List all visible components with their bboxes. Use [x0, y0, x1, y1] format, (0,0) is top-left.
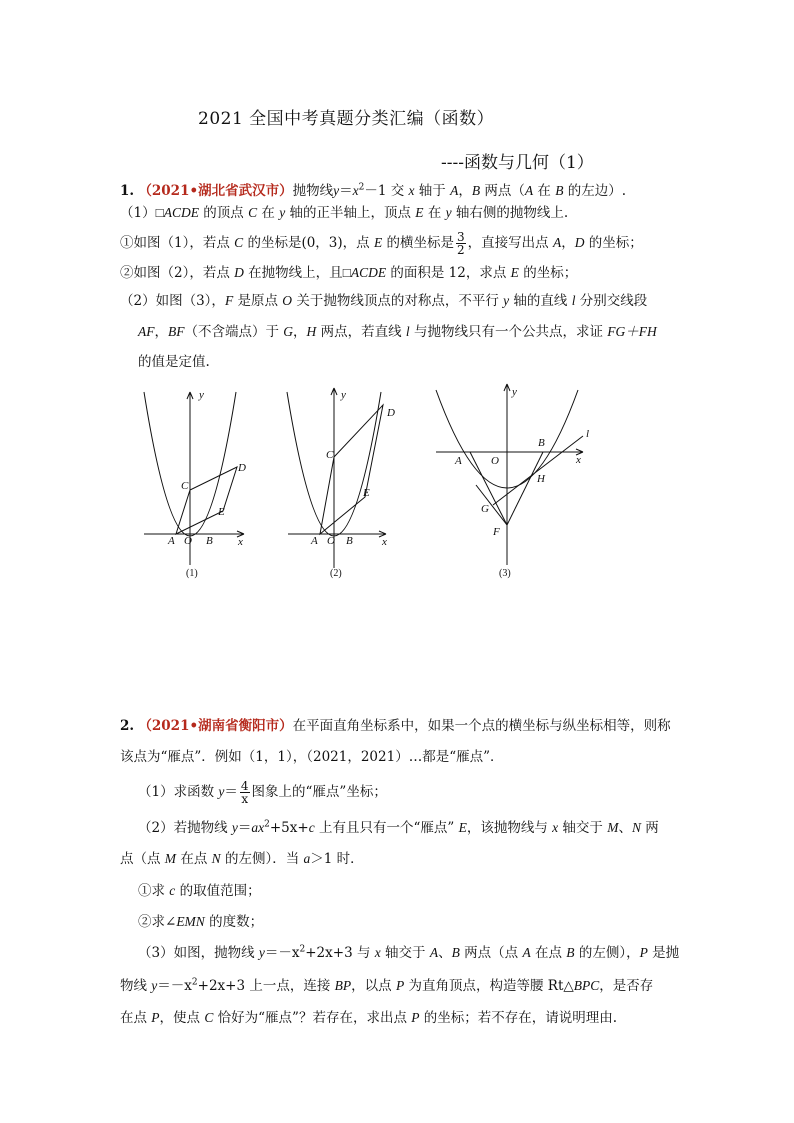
fig3-label-f: F [493, 526, 500, 538]
fig3-label-o: O [491, 455, 499, 467]
fig1-label-e: E [218, 506, 225, 518]
q1-line-3: ①如图（1），若点 C 的坐标是(0，3)，点 E 的横坐标是 $\frac{3}{2}$ ，直接写出点 A，D 的坐标； [120, 230, 643, 257]
q1-line-6: AF，BF（不含端点）于 G，H 两点，若直线 l 与抛物线只有一个公共点，求证 FG＋FH [138, 324, 657, 340]
q2-number: 2. [120, 718, 135, 734]
fig3-label-a: A [455, 455, 462, 467]
q2-line-7: ②求∠EMN 的度数； [138, 914, 264, 930]
fig1-label-a: A [168, 535, 175, 547]
q2-line-5: 点（点 M 在点 N 的左侧）．当 a＞1 时． [120, 851, 364, 867]
page-title: 2021 全国中考真题分类汇编（函数） [198, 109, 495, 129]
fig3-label-l: l [586, 428, 590, 440]
fig2-label-d: D [387, 407, 395, 419]
fig2-caption: (2) [330, 568, 342, 579]
fig1-label-x: x [238, 536, 243, 548]
q1-source: （2021•湖北省武汉市） [138, 183, 293, 199]
fig3-label-b: B [538, 437, 545, 449]
q2-line-6: ①求 c 的取值范围； [138, 883, 261, 899]
fig2-label-a: A [311, 535, 318, 547]
fig1-label-c: C [181, 480, 189, 492]
fig1-label-y: y [199, 389, 204, 401]
fig2-label-o: O [327, 535, 335, 547]
q1-line-4: ②如图（2），若点 D 在抛物线上，且□ACDE 的面积是 12，求点 E 的坐标； [120, 265, 578, 281]
fig1-label-d: D [238, 462, 246, 474]
fig3-segment-bf [507, 452, 543, 525]
q1-line-1: 1. （2021•湖北省武汉市）抛物线$y=x^2-1$ 交 x 轴于 A，B 两点（A 在 B 的左边）. [120, 182, 627, 199]
fig2-label-x: x [382, 536, 387, 548]
q2-line-8: （3）如图，抛物线 $y=-x^2+2x+3$ 与 x 轴交于 A、B 两点（点 A 在点 B 的左侧），P 是抛 [138, 944, 680, 961]
fig2-label-y: y [341, 389, 346, 401]
figure-2 [275, 380, 400, 580]
fig3-label-y: y [512, 386, 517, 398]
q2-line-9: 物线 $y=-x^2+2x+3$ 上一点，连接 BP，以点 P 为直角顶点，构造等腰 Rt△BPC，是否存 [120, 977, 654, 994]
q2-line-2: 该点为“雁点”．例如（1，1），（2021，2021）…都是“雁点”． [120, 749, 504, 765]
fig2-label-b: B [346, 535, 353, 547]
fig1-label-b: B [206, 535, 213, 547]
fig1-label-o: O [184, 535, 192, 547]
q2-line-3: （1）求函数 y＝ $\frac{4}{x}$ 图象上的“雁点”坐标； [138, 779, 387, 806]
fig2-label-e: E [363, 487, 370, 499]
q2-line-1: 2. （2021•湖南省衡阳市）在平面直角坐标系中，如果一个点的横坐标与纵坐标相等，则称 [120, 718, 671, 734]
fig1-parallelogram-acde [176, 467, 237, 534]
fraction-four-over-x: $\frac{4}{x}$ [240, 779, 249, 806]
q1-line-7: 的值是定值. [138, 354, 210, 370]
fraction-three-halves: $\frac{3}{2}$ [457, 230, 465, 257]
fig3-label-g: G [481, 503, 489, 515]
figure-1 [128, 380, 256, 580]
fig3-label-x: x [576, 454, 581, 466]
fig2-parallelogram-acde [320, 405, 383, 534]
q1-number: 1. [120, 183, 135, 199]
q2-line-4: （2）若抛物线 $y=ax^2+5x+c$ 上有且只有一个“雁点” E，该抛物线与 x 轴交于 M、N 两 [138, 819, 659, 836]
q1-line-2: （1）□ACDE 的顶点 C 在 y 轴的正半轴上，顶点 E 在 y 轴右侧的抛物线上. [120, 205, 569, 221]
fig3-caption: (3) [499, 568, 511, 579]
q2-source: （2021•湖南省衡阳市） [138, 718, 293, 734]
q2-line-10: 在点 P，使点 C 恰好为“雁点”？若存在，求出点 P 的坐标；若不存在，请说明理由. [120, 1010, 618, 1026]
figure-3 [430, 380, 600, 580]
q1-line-5: （2）如图（3），F 是原点 O 关于抛物线顶点的对称点，不平行 y 轴的直线 l 分别交线段 [120, 293, 648, 309]
fig2-label-c: C [326, 449, 334, 461]
fig3-label-h: H [537, 473, 545, 485]
page-subtitle: ----函数与几何（1） [441, 153, 594, 173]
fig1-caption: (1) [186, 568, 198, 579]
